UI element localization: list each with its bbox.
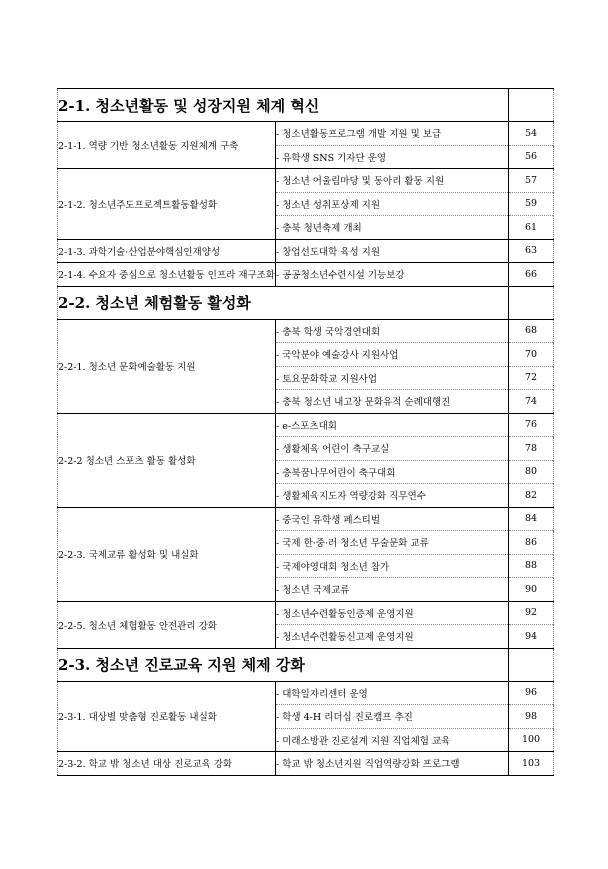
toc-row <box>58 319 554 343</box>
item-page-number: 61 <box>509 216 554 240</box>
item-title: - 미래소방관 진로설계 지원 직업체험 교육 <box>276 728 509 752</box>
item-page-number: 74 <box>509 390 554 414</box>
item-title: - 대학일자리센터 운영 <box>276 681 509 705</box>
section-page-cell <box>509 286 554 319</box>
item-page-number: 96 <box>509 681 554 705</box>
section-page-cell <box>509 89 554 122</box>
subsection-title: 2-2-1. 청소년 문화예술활동 지원 <box>58 319 276 413</box>
item-title: - 국제야영대회 청소년 참가 <box>276 554 509 578</box>
subsection-title: 2-1-3. 과학기술·산업분야핵심인재양성 <box>58 239 276 263</box>
item-title: - 충북 청소년 내고장 문화유적 순례대행진 <box>276 390 509 414</box>
item-title: - 청소년 어울림마당 및 동아리 활동 지원 <box>276 169 509 193</box>
subsection-title: 2-2-5. 청소년 체험활동 안전관리 강화 <box>58 601 276 648</box>
item-page-number: 82 <box>509 484 554 508</box>
item-page-number: 59 <box>509 192 554 216</box>
toc-row <box>58 122 554 146</box>
section-row <box>58 648 554 681</box>
subsection-title: 2-1-2. 청소년주도프로젝트활동활성화 <box>58 169 276 240</box>
item-page-number: 66 <box>509 263 554 287</box>
section-title: 2-2. 청소년 체험활동 활성화 <box>58 286 509 319</box>
item-title: - 청소년 국제교류 <box>276 578 509 602</box>
subsection-title: 2-3-2. 학교 밖 청소년 대상 진로교육 강화 <box>58 752 276 776</box>
subsection-title: 2-1-1. 역량 기반 청소년활동 지원체계 구축 <box>58 122 276 169</box>
item-title: - 중국인 유학생 페스티벌 <box>276 507 509 531</box>
subsection-title: 2-2-3. 국제교류 활성화 및 내실화 <box>58 507 276 601</box>
item-page-number: 56 <box>509 145 554 169</box>
item-page-number: 100 <box>509 728 554 752</box>
toc-row <box>58 752 554 776</box>
item-title: - 생활체육 어린이 축구교실 <box>276 437 509 461</box>
toc-row <box>58 169 554 193</box>
item-page-number: 98 <box>509 705 554 729</box>
item-title: - 청소년수련활동인증제 운영지원 <box>276 601 509 625</box>
section-title: 2-1. 청소년활동 및 성장지원 체계 혁신 <box>58 89 509 122</box>
item-title: - 토요문화학교 지원사업 <box>276 366 509 390</box>
toc-body <box>58 89 554 776</box>
table-of-contents <box>57 88 554 776</box>
toc-row <box>58 507 554 531</box>
item-page-number: 80 <box>509 460 554 484</box>
item-page-number: 88 <box>509 554 554 578</box>
item-page-number: 72 <box>509 366 554 390</box>
subsection-title: 2-1-4. 수요자 중심으로 청소년활동 인프라 재구조화 <box>58 263 276 287</box>
item-title: - 충북꿈나무어린이 축구대회 <box>276 460 509 484</box>
toc-row <box>58 263 554 287</box>
item-title: - e-스포츠대회 <box>276 413 509 437</box>
item-page-number: 86 <box>509 531 554 555</box>
item-title: - 공공청소년수련시설 기능보강 <box>276 263 509 287</box>
section-row <box>58 286 554 319</box>
section-title: 2-3. 청소년 진로교육 지원 체제 강화 <box>58 648 509 681</box>
toc-row <box>58 239 554 263</box>
item-page-number: 94 <box>509 625 554 649</box>
item-page-number: 84 <box>509 507 554 531</box>
section-row <box>58 89 554 122</box>
item-title: - 창업선도대학 육성 지원 <box>276 239 509 263</box>
item-title: - 학생 4-H 리더십 진로캠프 추진 <box>276 705 509 729</box>
item-page-number: 78 <box>509 437 554 461</box>
item-title: - 충북 청년축제 개최 <box>276 216 509 240</box>
item-title: - 충북 학생 국악경연대회 <box>276 319 509 343</box>
item-title: - 청소년활동프로그램 개발 지원 및 보급 <box>276 122 509 146</box>
item-page-number: 90 <box>509 578 554 602</box>
item-page-number: 92 <box>509 601 554 625</box>
item-page-number: 57 <box>509 169 554 193</box>
item-title: - 국제 한·중·러 청소년 무술문화 교류 <box>276 531 509 555</box>
toc-row <box>58 413 554 437</box>
item-page-number: 103 <box>509 752 554 776</box>
section-page-cell <box>509 648 554 681</box>
subsection-title: 2-3-1. 대상별 맞춤형 진로활동 내실화 <box>58 681 276 752</box>
subsection-title: 2-2-2 청소년 스포츠 활동 활성화 <box>58 413 276 507</box>
item-title: - 국악분야 예술강사 지원사업 <box>276 343 509 367</box>
item-page-number: 68 <box>509 319 554 343</box>
item-title: - 유학생 SNS 기자단 운영 <box>276 145 509 169</box>
item-page-number: 54 <box>509 122 554 146</box>
item-page-number: 70 <box>509 343 554 367</box>
item-page-number: 63 <box>509 239 554 263</box>
toc-row <box>58 681 554 705</box>
item-title: - 청소년수련활동신고제 운영지원 <box>276 625 509 649</box>
toc-row <box>58 601 554 625</box>
item-title: - 청소년 성취포상제 지원 <box>276 192 509 216</box>
item-page-number: 76 <box>509 413 554 437</box>
item-title: - 생활체육지도자 역량강화 직무연수 <box>276 484 509 508</box>
item-title: - 학교 밖 청소년지원 직업역량강화 프로그램 <box>276 752 509 776</box>
